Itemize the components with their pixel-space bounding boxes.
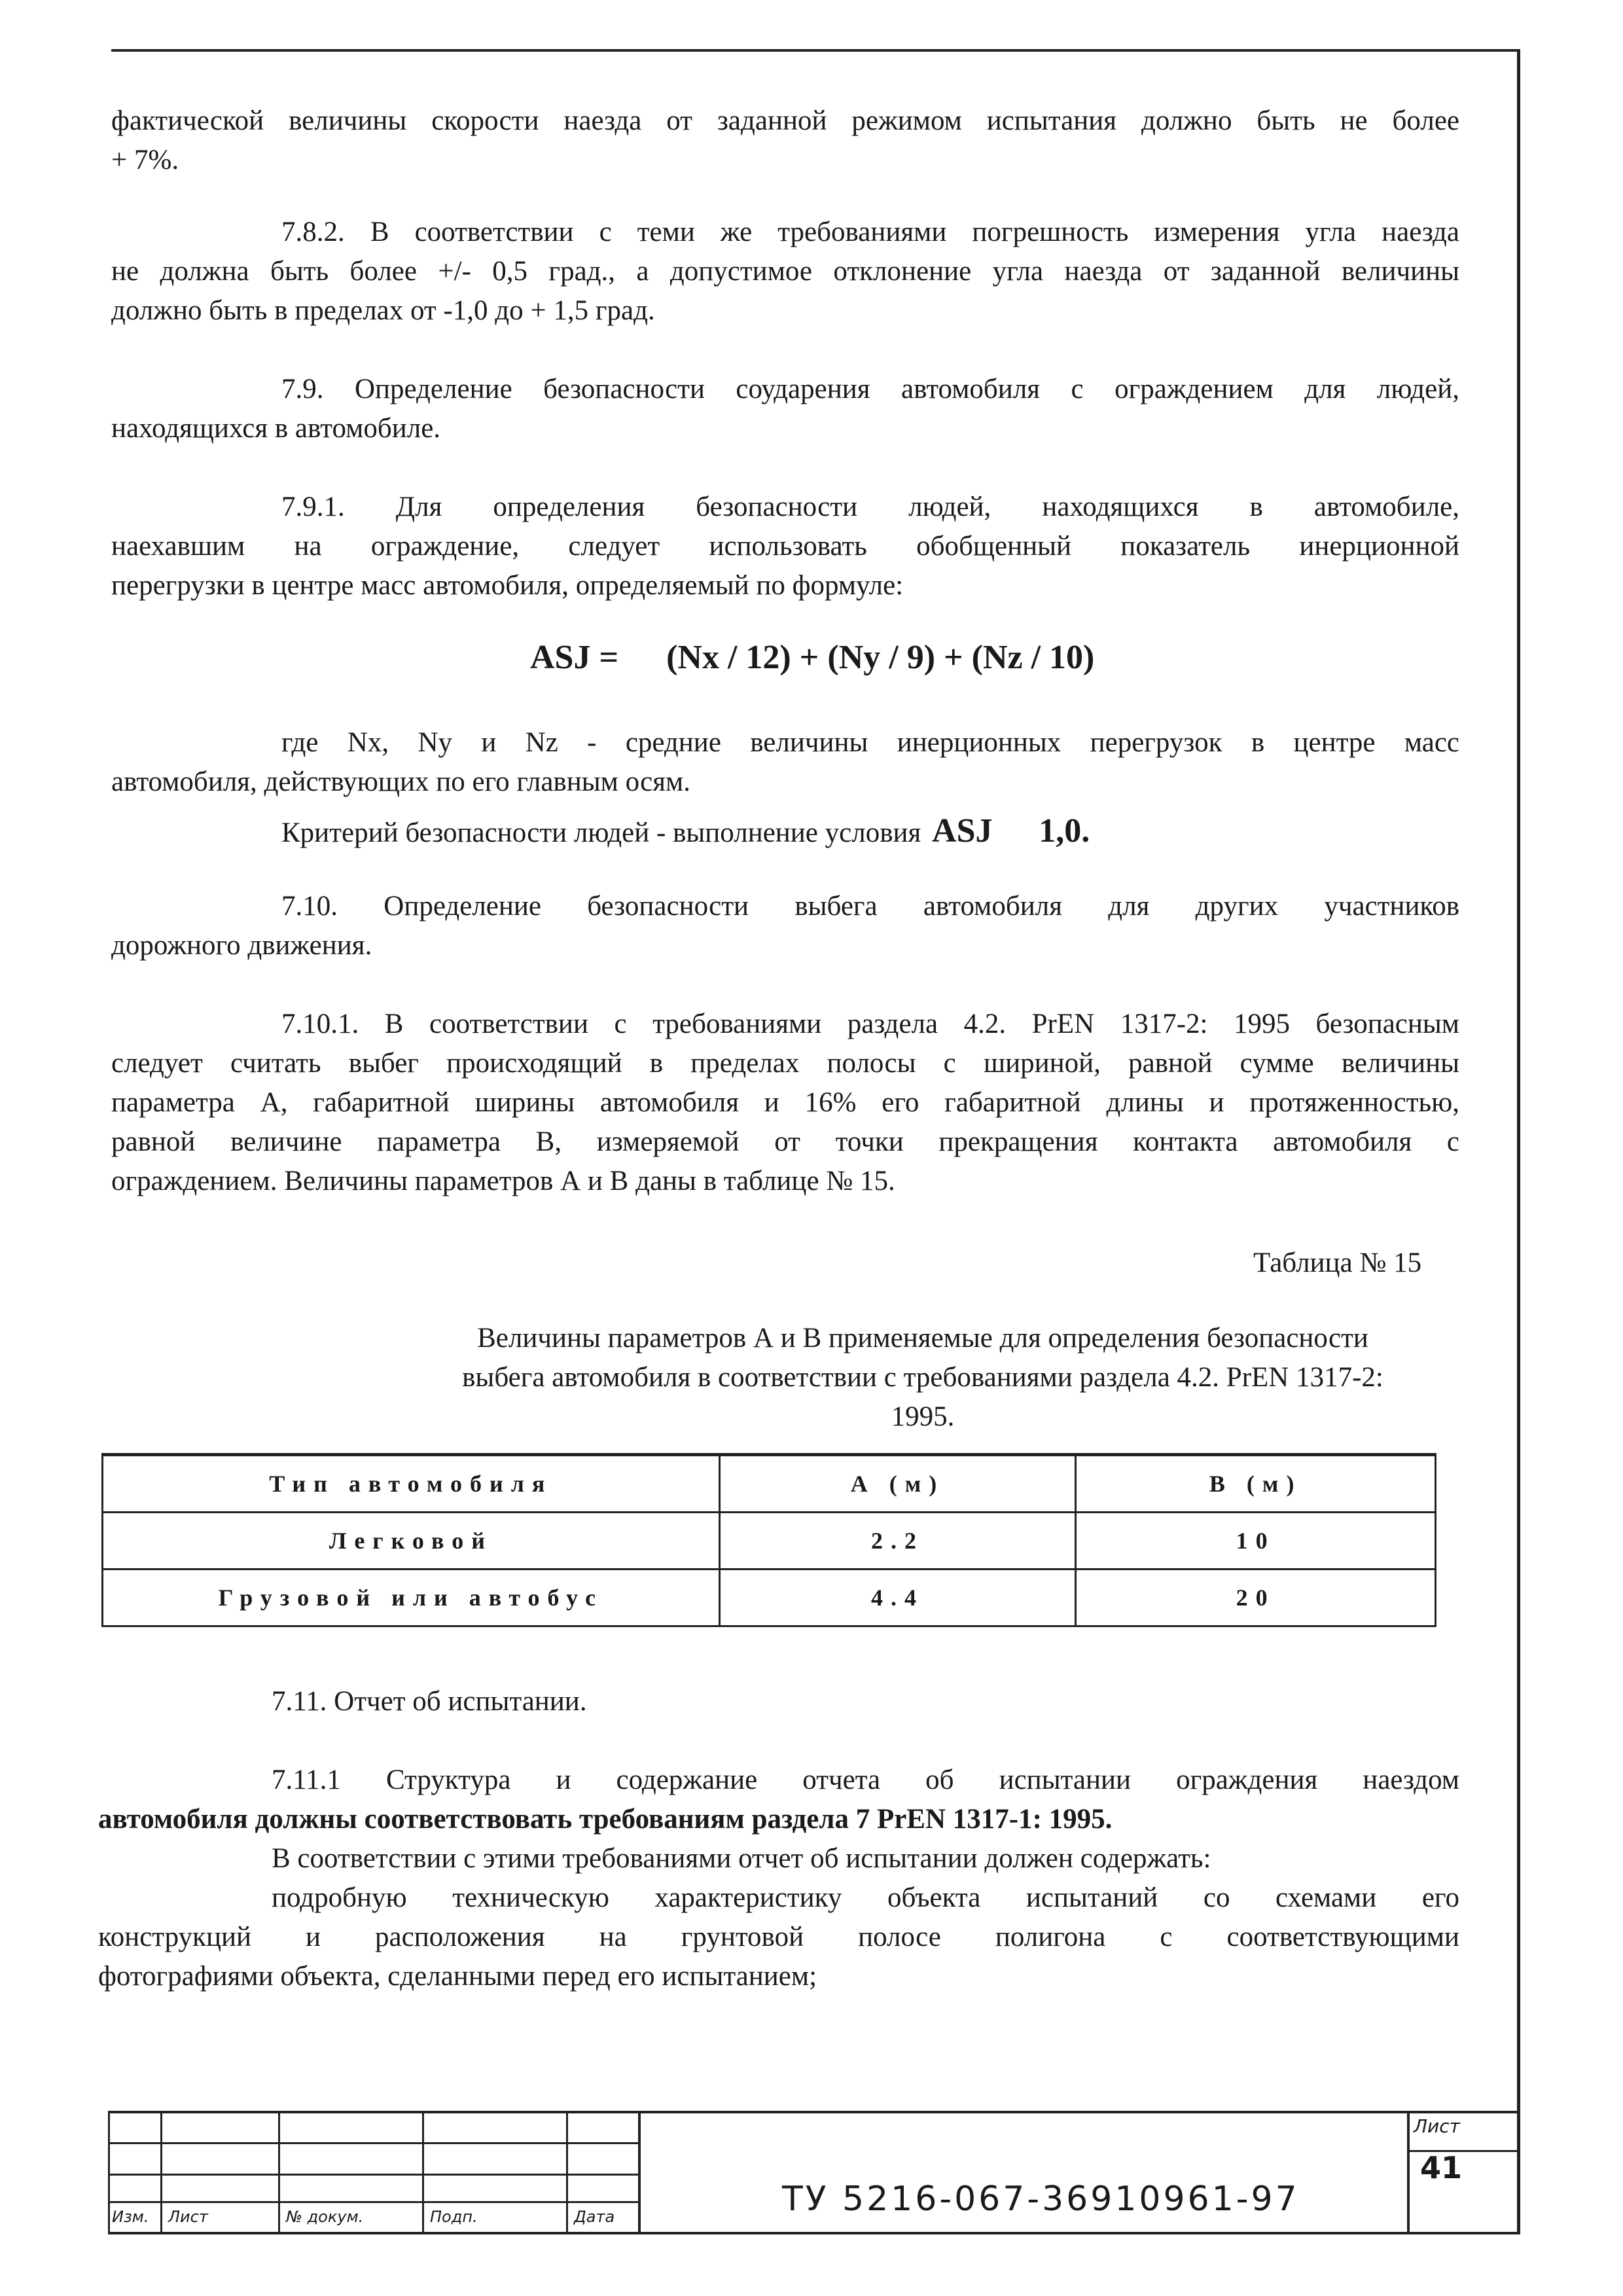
stamp-line <box>566 2111 568 2232</box>
table-cell: 10 <box>1076 1513 1436 1570</box>
table-cell: 4.4 <box>719 1570 1076 1626</box>
stamp-line <box>1407 2111 1410 2232</box>
safety-criterion <box>281 812 1090 853</box>
section-7-9-heading: 7.9. Определение безопасности соударения автомобиля с ограждением для людей, <box>281 374 1459 404</box>
stamp-label-list: Лист <box>168 2208 208 2226</box>
table-header-cell: Тип автомобиля <box>103 1455 720 1513</box>
table-row <box>103 1570 1436 1626</box>
parameters-table <box>101 1453 1436 1627</box>
stamp-line <box>108 2174 638 2176</box>
report-content-text: подробную техническую характеристику объекта испытаний со схемами его <box>272 1882 1459 1913</box>
sheet-number: 41 <box>1420 2150 1463 2185</box>
section-7-9-1-text: 7.9.1. Для определения безопасности людей, находящихся в автомобиле, <box>281 492 1459 522</box>
criterion-variable: ASJ <box>932 812 993 850</box>
table-caption-line: 1995. <box>891 1401 955 1432</box>
page-frame-right <box>1517 49 1520 2232</box>
table-label: Таблица № 15 <box>1253 1247 1422 1278</box>
body-text-line: В соответствии с этими требованиями отчет об испытании должен содержать: <box>272 1843 1211 1874</box>
stamp-line <box>108 2142 638 2144</box>
stamp-label-izm: Изм. <box>112 2208 149 2226</box>
formula-lhs: ASJ = <box>530 639 619 676</box>
stamp-line <box>638 2111 641 2232</box>
stamp-label-sign: Подп. <box>430 2208 478 2226</box>
stamp-line <box>278 2111 280 2232</box>
table-header-cell: А (м) <box>719 1455 1076 1513</box>
section-7-11-heading: 7.11. Отчет об испытании. <box>272 1686 587 1717</box>
body-text-line: параметра А, габаритной ширины автомобиля и 16% его габаритной длины и протяженностью, <box>111 1087 1459 1118</box>
body-text-line: + 7%. <box>111 145 179 175</box>
sheet-label: Лист <box>1414 2115 1460 2137</box>
body-text-line: автомобиля, действующих по его главным осям. <box>111 766 690 797</box>
body-text-line: перегрузки в центре масс автомобиля, определяемый по формуле: <box>111 570 904 601</box>
stamp-line <box>108 2201 638 2203</box>
page-frame-top <box>111 49 1518 52</box>
stamp-label-date: Дата <box>574 2208 615 2226</box>
page-frame-bottom <box>108 2232 1520 2234</box>
stamp-line <box>160 2111 162 2232</box>
body-text-line: равной величине параметра В, измеряемой от точки прекращения контакта автомобиля с <box>111 1126 1459 1157</box>
body-text-line: дорожного движения. <box>111 930 372 961</box>
table-cell: Легковой <box>103 1513 720 1570</box>
document-code: ТУ 5216-067-36910961-97 <box>782 2179 1300 2219</box>
table-caption-line: Величины параметров А и В применяемые для определения безопасности <box>477 1323 1368 1354</box>
body-text-line: наехавшим на ограждение, следует использовать обобщенный показатель инерционной <box>111 531 1459 562</box>
body-text-line: автомобиля должны соответствовать требованиям раздела 7 PrEN 1317-1: 1995. <box>98 1804 1113 1835</box>
section-7-8-2-text: 7.8.2. В соответствии с теми же требованиями погрешность измерения угла наезда <box>281 217 1459 247</box>
body-text-line: не должна быть более +/- 0,5 град., а допустимое отклонение угла наезда от заданной величины <box>111 256 1459 287</box>
body-text-line: находящихся в автомобиле. <box>111 413 441 444</box>
section-7-11-1-text: 7.11.1 Структура и содержание отчета об испытании ограждения наездом <box>272 1765 1459 1795</box>
section-7-10-heading: 7.10. Определение безопасности выбега автомобиля для других участников <box>281 891 1459 922</box>
stamp-line <box>108 2111 1520 2113</box>
stamp-label-doc: № докум. <box>286 2208 364 2226</box>
stamp-line <box>422 2111 424 2232</box>
formula-rhs: (Nx / 12) + (Ny / 9) + (Nz / 10) <box>666 639 1095 676</box>
formula-explanation: где Nx, Ny и Nz - средние величины инерционных перегрузок в центре масс <box>281 727 1459 758</box>
table-header-row <box>103 1455 1436 1513</box>
table-caption-line: выбега автомобиля в соответствии с требованиями раздела 4.2. PrEN 1317-2: <box>462 1362 1383 1393</box>
table-row <box>103 1513 1436 1570</box>
body-text-line: фотографиями объекта, сделанными перед его испытанием; <box>98 1961 817 1992</box>
body-text-line: должно быть в пределах от -1,0 до + 1,5 град. <box>111 295 655 326</box>
table-cell: 2.2 <box>719 1513 1076 1570</box>
stamp-line <box>108 2111 110 2232</box>
body-text-line: конструкций и расположения на грунтовой полосе полигона с соответствующими <box>98 1922 1459 1952</box>
section-7-10-1-text: 7.10.1. В соответствии с требованиями раздела 4.2. PrEN 1317-2: 1995 безопасным <box>281 1009 1459 1039</box>
body-text-line: фактической величины скорости наезда от заданной режимом испытания должно быть не более <box>111 105 1459 136</box>
body-text-line: ограждением. Величины параметров А и В даны в таблице № 15. <box>111 1166 895 1196</box>
table-cell: 20 <box>1076 1570 1436 1626</box>
table-cell: Грузовой или автобус <box>103 1570 720 1626</box>
table-header-cell: В (м) <box>1076 1455 1436 1513</box>
criterion-text: Критерий безопасности людей - выполнение условия <box>281 817 921 848</box>
criterion-value: 1,0. <box>1039 812 1090 850</box>
body-text-line: следует считать выбег происходящий в пределах полосы с шириной, равной сумме величины <box>111 1048 1459 1079</box>
asj-formula <box>530 638 1094 677</box>
